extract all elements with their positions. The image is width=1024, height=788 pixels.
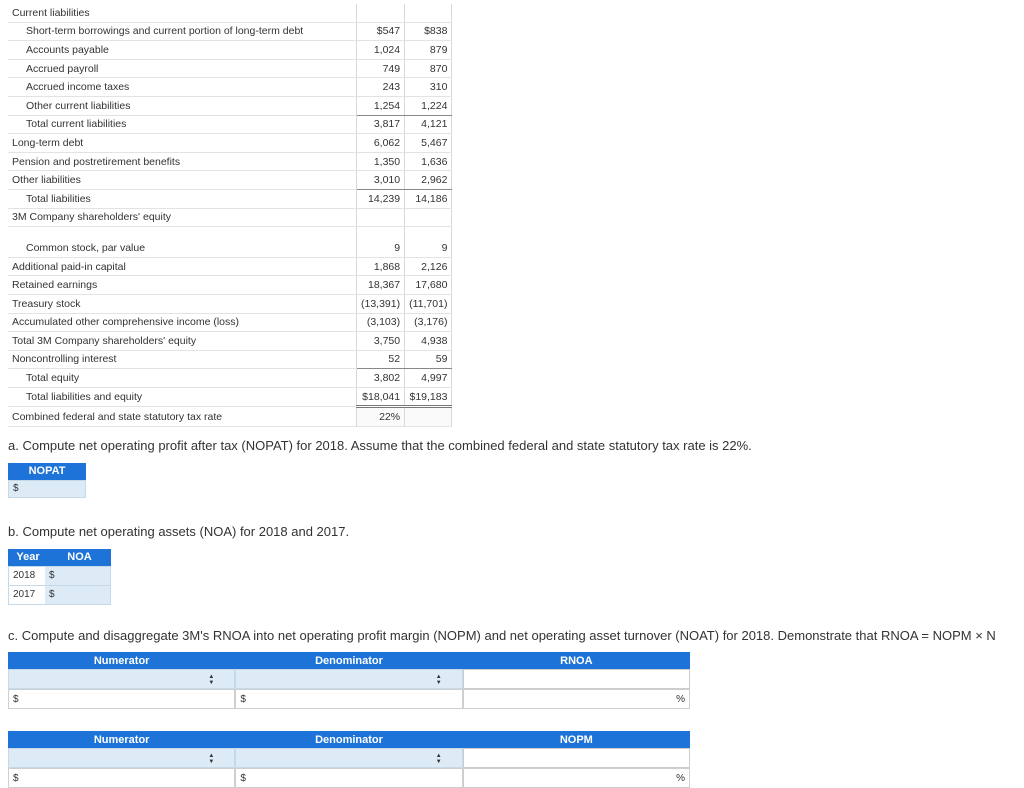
table-row — [8, 208, 452, 227]
table-row — [8, 22, 452, 41]
nopat-input[interactable] — [8, 480, 86, 498]
value-2018 — [357, 208, 405, 227]
value-2017: 59 — [405, 350, 452, 369]
table-row — [8, 152, 452, 171]
row-label: Pension and postretirement benefits — [8, 152, 357, 171]
table-row — [8, 350, 452, 369]
row-label: Accrued payroll — [8, 59, 357, 78]
table-row — [8, 332, 452, 351]
percent-sign: % — [676, 773, 685, 784]
noa-col-year: Year — [16, 551, 40, 563]
table-row — [8, 407, 452, 427]
numerator-input[interactable] — [8, 768, 235, 788]
table-row — [8, 239, 452, 257]
table-row — [8, 4, 452, 22]
value-2018: 1,024 — [357, 41, 405, 60]
nopm-calc — [8, 731, 690, 788]
value-2018 — [357, 4, 405, 22]
rnoa-input[interactable] — [463, 689, 690, 709]
value-2017: 2,126 — [405, 257, 452, 276]
noa-header-row — [8, 549, 111, 566]
nopm-header: NOPM — [559, 733, 593, 746]
value-2017: (3,176) — [405, 313, 452, 332]
dollar-sign: $ — [240, 773, 246, 784]
value-2018: 1,868 — [357, 257, 405, 276]
table-row — [8, 257, 452, 276]
dollar-sign: $ — [13, 773, 19, 784]
value-2017: 2,962 — [405, 171, 452, 190]
row-label: Noncontrolling interest — [8, 350, 357, 369]
table-row — [8, 134, 452, 153]
value-2017: 14,186 — [405, 189, 452, 208]
row-label: Accumulated other comprehensive income (loss) — [8, 313, 357, 332]
up-down-arrows-icon: ▲ ▼ — [435, 753, 442, 765]
table-row — [8, 78, 452, 97]
row-label: Total liabilities and equity — [8, 387, 357, 407]
row-label: Short-term borrowings and current portion of long-term debt — [8, 22, 357, 41]
denominator-select[interactable] — [235, 748, 462, 768]
value-2017: 870 — [405, 59, 452, 78]
value-2018: $547 — [357, 22, 405, 41]
value-2017: $19,183 — [405, 387, 452, 407]
value-2018: 749 — [357, 59, 405, 78]
value-2018: 3,802 — [357, 369, 405, 388]
noa-year: 2018 — [9, 567, 45, 585]
rnoa-blank — [463, 669, 690, 689]
table-row — [8, 171, 452, 190]
row-label: Combined federal and state statutory tax rate — [8, 407, 357, 427]
noa-year: 2017 — [9, 586, 45, 604]
question-c: c. Compute and disaggregate 3M's RNOA into net operating profit margin (NOPM) and net operating asset turnover (NOAT) for 2018. Demonstrate that RNOA = NOPM × N — [8, 628, 996, 643]
row-label: Total 3M Company shareholders' equity — [8, 332, 357, 351]
value-2018: 3,010 — [357, 171, 405, 190]
percent-sign: % — [676, 694, 685, 705]
noa-row-2018[interactable] — [8, 566, 111, 586]
value-2017: 17,680 — [405, 276, 452, 295]
table-row — [8, 96, 452, 115]
nopat-block — [8, 463, 86, 498]
row-label: Total liabilities — [8, 189, 357, 208]
spacer-row — [8, 227, 452, 240]
nopm-header-row — [8, 731, 690, 748]
numerator-header: Numerator — [93, 654, 150, 667]
denominator-input[interactable] — [235, 768, 462, 788]
row-label: Other current liabilities — [8, 96, 357, 115]
value-2018: 1,350 — [357, 152, 405, 171]
denominator-select[interactable] — [235, 669, 462, 689]
value-2017 — [405, 407, 452, 427]
rnoa-header: RNOA — [560, 654, 593, 667]
question-a: a. Compute net operating profit after tax (NOPAT) for 2018. Assume that the combined federal and state statutory tax rate is 22%. — [8, 438, 752, 453]
value-2018: 1,254 — [357, 96, 405, 115]
table-row — [8, 276, 452, 295]
value-2018: 22% — [357, 407, 405, 427]
value-2017 — [405, 208, 452, 227]
numerator-select[interactable] — [8, 748, 235, 768]
value-2018: 52 — [357, 350, 405, 369]
value-2017: 9 — [405, 239, 452, 257]
value-2017: 5,467 — [405, 134, 452, 153]
value-2017: (11,701) — [405, 294, 452, 313]
value-2018: 18,367 — [357, 276, 405, 295]
denominator-header: Denominator — [315, 733, 383, 746]
up-down-arrows-icon: ▲ ▼ — [208, 674, 215, 686]
table-row — [8, 369, 452, 388]
row-label: Treasury stock — [8, 294, 357, 313]
dollar-sign: $ — [240, 694, 246, 705]
table-row — [8, 115, 452, 134]
row-label: Common stock, par value — [8, 239, 357, 257]
nopm-input-row — [8, 768, 690, 788]
dollar-sign: $ — [13, 483, 19, 494]
denominator-header: Denominator — [315, 654, 383, 667]
numerator-header: Numerator — [93, 733, 150, 746]
value-2018: 243 — [357, 78, 405, 97]
value-2017: 1,636 — [405, 152, 452, 171]
row-label: Long-term debt — [8, 134, 357, 153]
value-2017: 4,121 — [405, 115, 452, 134]
value-2018: 9 — [357, 239, 405, 257]
value-2018: 6,062 — [357, 134, 405, 153]
dollar-sign: $ — [13, 694, 19, 705]
nopat-header: NOPAT — [8, 463, 86, 480]
table-row — [8, 59, 452, 78]
table-row — [8, 387, 452, 407]
value-2017: 1,224 — [405, 96, 452, 115]
table-row — [8, 189, 452, 208]
table-row — [8, 313, 452, 332]
noa-block — [8, 549, 111, 605]
value-2017 — [405, 4, 452, 22]
rnoa-input-row — [8, 689, 690, 709]
numerator-select[interactable] — [8, 669, 235, 689]
row-label: Current liabilities — [8, 4, 357, 22]
question-b: b. Compute net operating assets (NOA) for 2018 and 2017. — [8, 524, 350, 539]
balance-sheet-table — [8, 4, 452, 427]
rnoa-select-row — [8, 669, 690, 689]
noa-col-noa: NOA — [67, 551, 92, 563]
value-2018: 3,817 — [357, 115, 405, 134]
row-label: Retained earnings — [8, 276, 357, 295]
value-2018: (3,103) — [357, 313, 405, 332]
nopm-select-row — [8, 748, 690, 768]
row-label: Total equity — [8, 369, 357, 388]
value-2017: 4,997 — [405, 369, 452, 388]
row-label: Additional paid-in capital — [8, 257, 357, 276]
row-label: Total current liabilities — [8, 115, 357, 134]
nopm-blank — [463, 748, 690, 768]
table-row — [8, 41, 452, 60]
denominator-input[interactable] — [235, 689, 462, 709]
value-2018: 14,239 — [357, 189, 405, 208]
value-2017: 310 — [405, 78, 452, 97]
dollar-sign: $ — [49, 589, 55, 600]
table-row — [8, 294, 452, 313]
noa-row-2017[interactable] — [8, 586, 111, 605]
up-down-arrows-icon: ▲ ▼ — [435, 674, 442, 686]
value-2018: $18,041 — [357, 387, 405, 407]
row-label: 3M Company shareholders' equity — [8, 208, 357, 227]
rnoa-calc — [8, 652, 690, 709]
up-down-arrows-icon: ▲ ▼ — [208, 753, 215, 765]
numerator-input[interactable] — [8, 689, 235, 709]
row-label: Accrued income taxes — [8, 78, 357, 97]
value-2017: 879 — [405, 41, 452, 60]
value-2017: $838 — [405, 22, 452, 41]
row-label: Accounts payable — [8, 41, 357, 60]
value-2018: 3,750 — [357, 332, 405, 351]
row-label: Other liabilities — [8, 171, 357, 190]
value-2017: 4,938 — [405, 332, 452, 351]
value-2018: (13,391) — [357, 294, 405, 313]
nopm-input[interactable] — [463, 768, 690, 788]
dollar-sign: $ — [49, 570, 55, 581]
rnoa-header-row — [8, 652, 690, 669]
